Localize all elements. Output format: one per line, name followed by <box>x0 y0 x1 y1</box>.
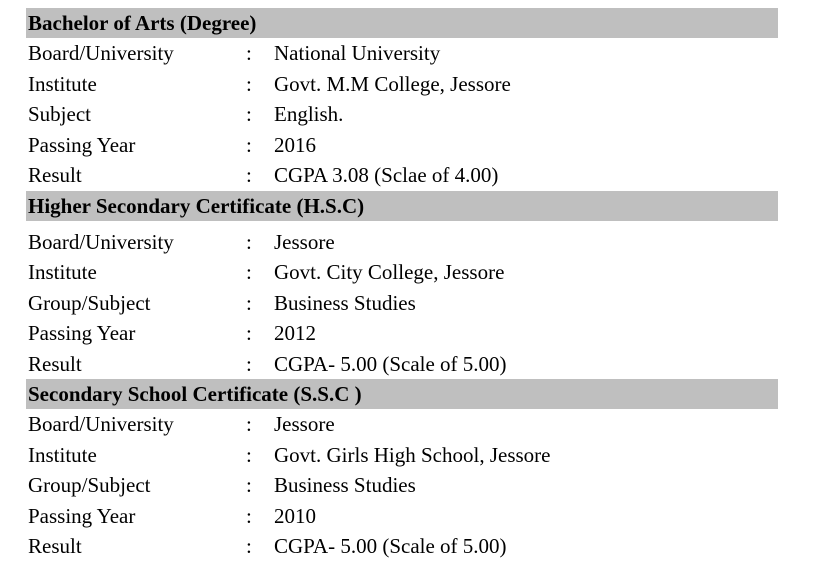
info-row-group-subject <box>26 288 778 319</box>
section-hsc <box>26 191 778 380</box>
row-value: Govt. Girls High School, Jessore <box>274 442 551 467</box>
section-degree <box>26 8 778 191</box>
info-row-result <box>26 349 778 380</box>
row-colon: : <box>246 132 252 157</box>
section-title: Higher Secondary Certificate (H.S.C) <box>26 191 778 221</box>
info-row-passing-year <box>26 501 778 532</box>
row-colon: : <box>246 351 252 376</box>
row-value: National University <box>274 41 441 65</box>
section-ssc <box>26 379 778 562</box>
row-label: Result <box>28 534 82 558</box>
info-row-institute <box>26 440 778 471</box>
info-row-passing-year <box>26 130 778 161</box>
row-value: English. <box>274 102 344 126</box>
row-value: Govt. M.M College, Jessore <box>274 71 511 96</box>
row-value: Govt. City College, Jessore <box>274 260 505 284</box>
row-label: Group/Subject <box>28 473 151 497</box>
row-value: 2012 <box>274 321 316 345</box>
row-label: Result <box>28 163 82 187</box>
row-value: 2016 <box>274 132 316 157</box>
row-colon: : <box>246 260 252 284</box>
section-title: Secondary School Certificate (S.S.C ) <box>26 379 778 409</box>
row-colon: : <box>246 412 252 436</box>
info-row-subject <box>26 99 778 130</box>
row-colon: : <box>246 71 252 96</box>
row-label: Group/Subject <box>28 290 151 315</box>
row-colon: : <box>246 503 252 528</box>
row-value: Jessore <box>274 229 335 254</box>
info-row-institute <box>26 257 778 288</box>
row-label: Board/University <box>28 412 174 436</box>
row-label: Subject <box>28 102 91 126</box>
row-value: Business Studies <box>274 290 416 315</box>
info-row-group-subject <box>26 470 778 501</box>
row-value: Jessore <box>274 412 335 436</box>
row-colon: : <box>246 321 252 345</box>
row-label: Passing Year <box>28 503 136 528</box>
row-label: Board/University <box>28 229 174 254</box>
info-row-board <box>26 227 778 258</box>
row-colon: : <box>246 102 252 126</box>
info-row-board <box>26 409 778 440</box>
row-label: Institute <box>28 71 97 96</box>
row-label: Passing Year <box>28 132 136 157</box>
row-colon: : <box>246 229 252 254</box>
row-value: CGPA 3.08 (Sclae of 4.00) <box>274 163 499 187</box>
row-value: Business Studies <box>274 473 416 497</box>
row-value: CGPA- 5.00 (Scale of 5.00) <box>274 351 507 376</box>
row-colon: : <box>246 534 252 558</box>
row-label: Passing Year <box>28 321 136 345</box>
row-label: Board/University <box>28 41 174 65</box>
row-colon: : <box>246 290 252 315</box>
info-row-result <box>26 160 778 191</box>
info-row-passing-year <box>26 318 778 349</box>
info-row-institute <box>26 69 778 100</box>
row-value: CGPA- 5.00 (Scale of 5.00) <box>274 534 507 558</box>
info-row-board <box>26 38 778 69</box>
row-colon: : <box>246 473 252 497</box>
education-document <box>26 8 778 562</box>
row-colon: : <box>246 163 252 187</box>
row-value: 2010 <box>274 503 316 528</box>
row-label: Institute <box>28 260 97 284</box>
row-label: Result <box>28 351 82 376</box>
info-row-result <box>26 531 778 562</box>
row-colon: : <box>246 442 252 467</box>
section-title: Bachelor of Arts (Degree) <box>26 8 778 38</box>
row-label: Institute <box>28 442 97 467</box>
row-colon: : <box>246 41 252 65</box>
